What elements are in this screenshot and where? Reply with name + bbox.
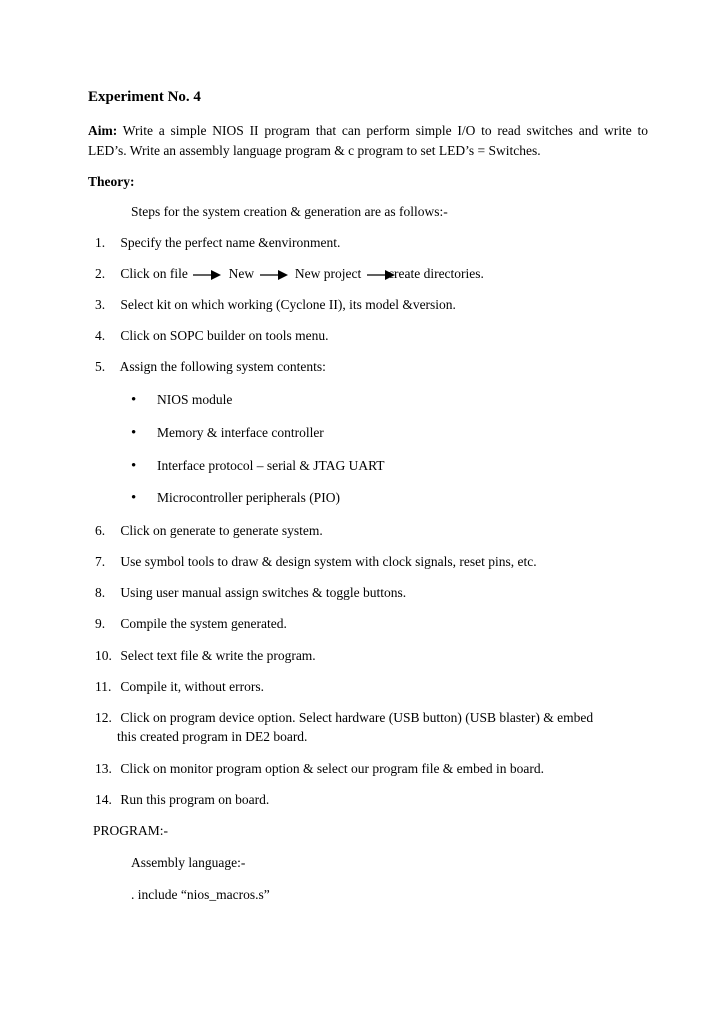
step-text: Click on monitor program option & select our program file & embed in board. (120, 761, 545, 776)
program-heading: PROGRAM:- (93, 823, 169, 838)
bullet-icon: • (131, 425, 137, 441)
arrow-right-icon (193, 269, 223, 281)
step-text: Run this program on board. (120, 792, 270, 807)
bullet-text: NIOS module (157, 392, 233, 407)
step-text: Compile the system generated. (120, 616, 287, 631)
step-number: 1. (95, 235, 106, 250)
step-14 (95, 792, 269, 808)
step-text: Click on program device option. Select hardware (USB button) (USB blaster) & embed (120, 710, 594, 725)
bullet-item (131, 392, 232, 409)
step-10 (95, 648, 316, 664)
step-13 (95, 761, 544, 777)
bullet-text: Microcontroller peripherals (PIO) (157, 490, 340, 505)
step-text: Select kit on which working (Cyclone II), its model &version. (120, 297, 456, 312)
assembly-heading: Assembly language:- (131, 855, 246, 870)
step-2 (95, 266, 484, 282)
experiment-title: Experiment No. 4 (88, 89, 201, 105)
step-8 (95, 585, 406, 601)
step-text: Using user manual assign switches & toggle buttons. (120, 585, 407, 600)
aim-paragraph (88, 121, 648, 161)
step-9 (95, 616, 287, 632)
step-number: 3. (95, 297, 106, 312)
step-12-continuation: this created program in DE2 board. (117, 729, 308, 744)
bullet-icon: • (131, 490, 137, 506)
step-2-part-2: New (228, 266, 255, 281)
step-text: Specify the perfect name &environment. (120, 235, 341, 250)
step-text: Compile it, without errors. (120, 679, 264, 694)
step-text: Assign the following system contents: (119, 359, 326, 374)
step-number: 14. (95, 792, 112, 807)
bullet-icon: • (131, 458, 137, 474)
step-number: 11. (95, 679, 112, 694)
step-11 (95, 679, 264, 695)
bullet-text: Memory & interface controller (157, 425, 324, 440)
step-2-part-4: create directories. (387, 266, 484, 281)
step-number: 6. (95, 523, 106, 538)
step-4 (95, 328, 329, 344)
step-5 (95, 359, 326, 375)
step-2-part-1: Click on file (120, 266, 188, 281)
step-text: Click on generate to generate system. (120, 523, 323, 538)
step-text: Use symbol tools to draw & design system with clock signals, reset pins, etc. (120, 554, 537, 569)
step-7 (95, 554, 537, 570)
step-12 (95, 710, 593, 726)
bullet-icon: • (131, 392, 137, 408)
aim-text: Write a simple NIOS II program that can perform simple I/O to read switches and write to LED’s. Write an assembly language program & c program to set LED’s = Switches. (88, 123, 648, 158)
step-2-part-3: New project (294, 266, 362, 281)
step-number: 10. (95, 648, 112, 663)
step-1 (95, 235, 340, 251)
bullet-item (131, 425, 324, 442)
step-text: Select text file & write the program. (120, 648, 316, 663)
step-number: 8. (95, 585, 106, 600)
step-number: 5. (95, 359, 106, 374)
theory-heading: Theory: (88, 174, 135, 189)
step-number: 2. (95, 266, 106, 281)
step-number: 9. (95, 616, 106, 631)
step-number: 7. (95, 554, 106, 569)
step-3 (95, 297, 456, 313)
step-6 (95, 523, 323, 539)
aim-label: Aim: (88, 123, 118, 138)
step-number: 12. (95, 710, 112, 725)
step-number: 4. (95, 328, 106, 343)
bullet-item (131, 490, 340, 507)
bullet-item (131, 458, 385, 475)
step-number: 13. (95, 761, 112, 776)
code-line: . include “nios_macros.s” (131, 887, 270, 902)
bullet-text: Interface protocol – serial & JTAG UART (157, 458, 385, 473)
step-text: Click on SOPC builder on tools menu. (120, 328, 329, 343)
steps-intro: Steps for the system creation & generation are as follows:- (131, 204, 448, 219)
arrow-right-icon (260, 269, 290, 281)
